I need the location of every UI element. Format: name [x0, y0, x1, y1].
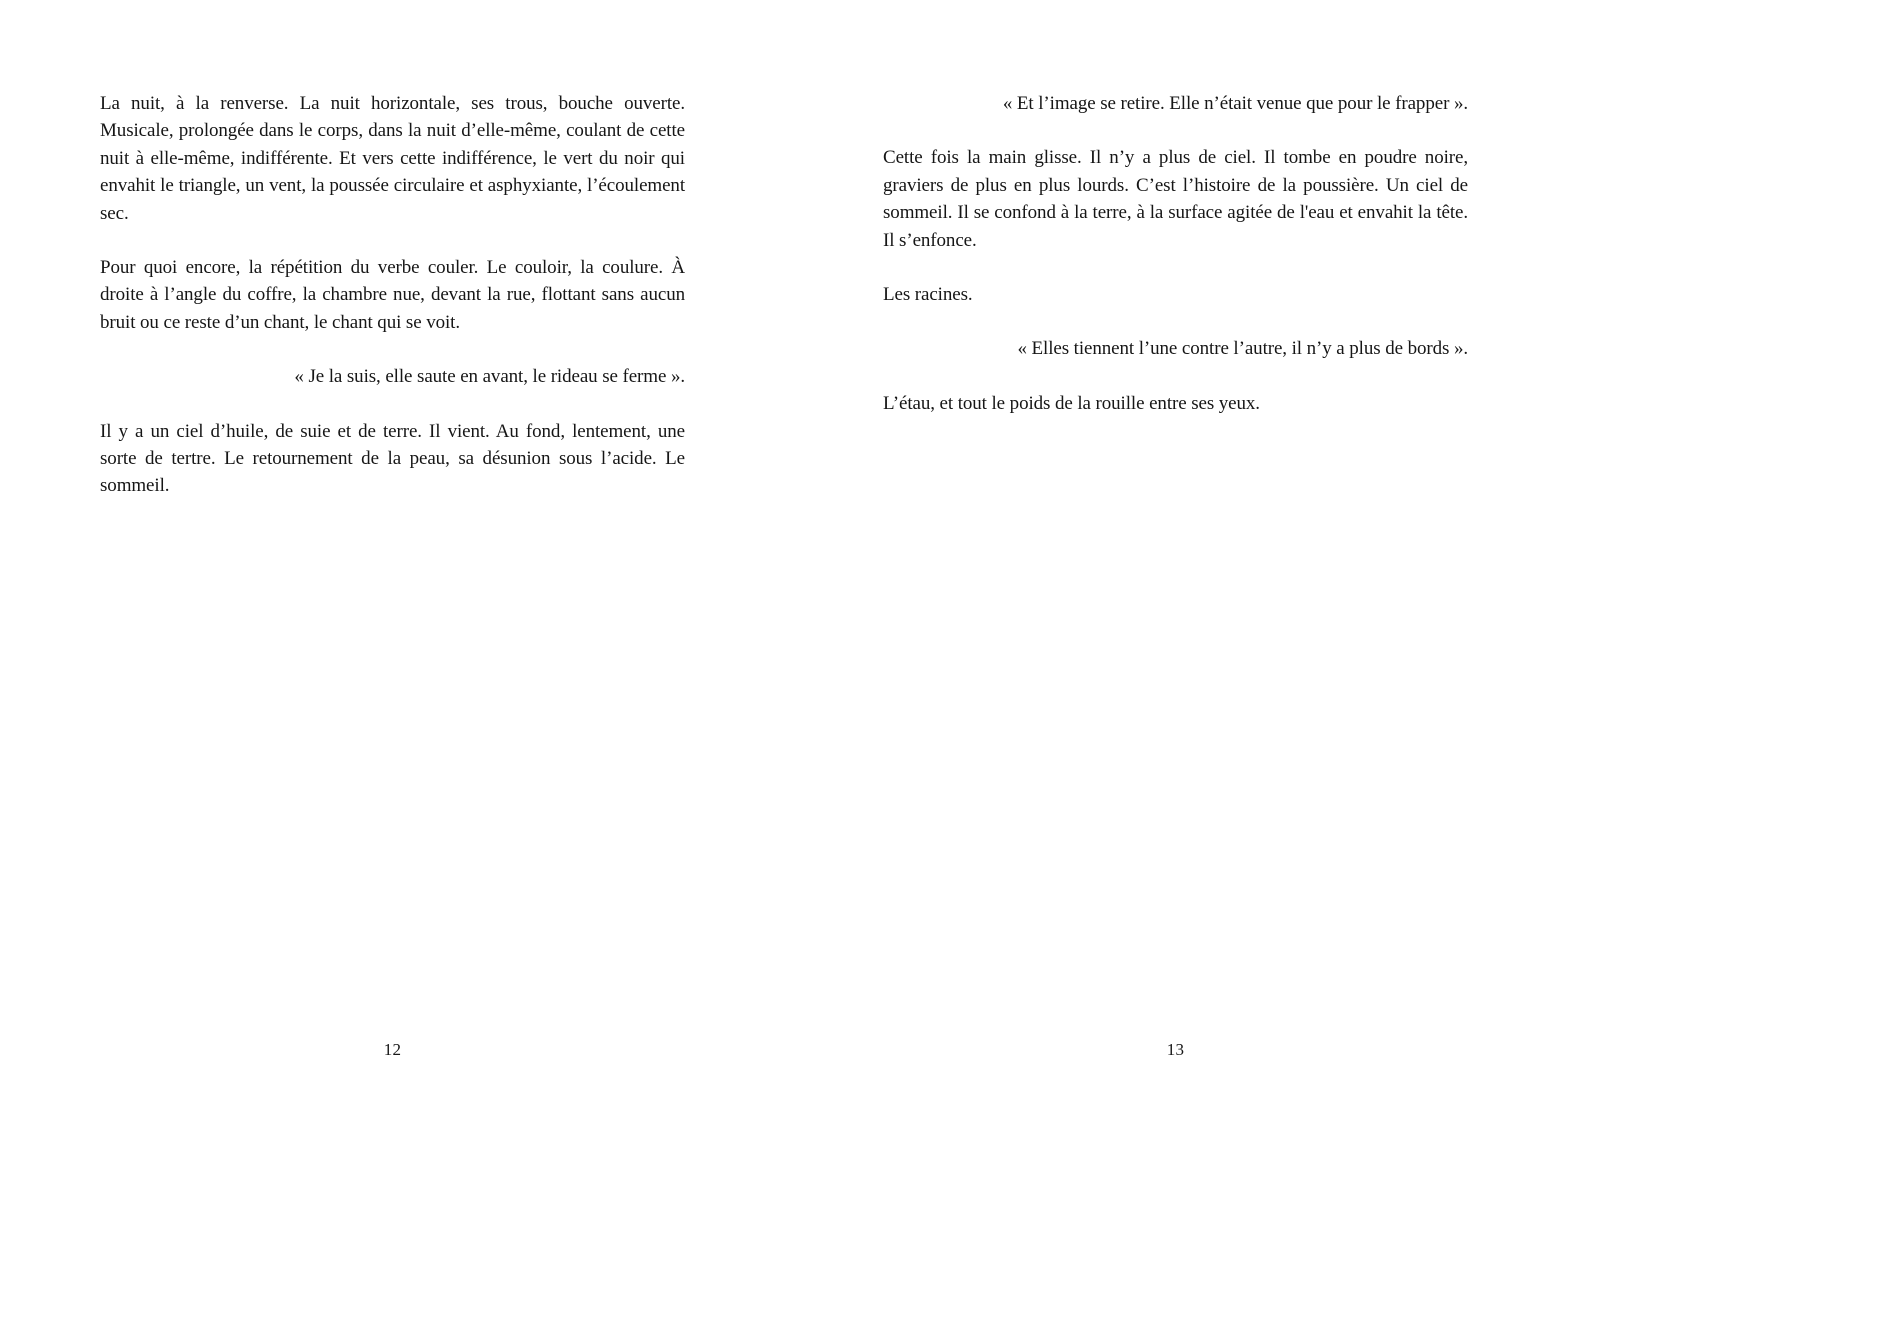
- paragraph: La nuit, à la renverse. La nuit horizontale, ses trous, bouche ouverte. Musicale, prolongée dans le corps, dans la nuit d’elle-même, coulant de cette nuit à elle-même, indifférente. Et vers cette indifférence, le vert du noir qui envahit le triangle, un vent, la poussée circulaire et asphyxiante, l’écoulement sec.: [100, 93, 685, 224]
- quote-line: « Je la suis, elle saute en avant, le rideau se ferme ».: [294, 366, 685, 388]
- page-number: 13: [1166, 1040, 1185, 1059]
- page-text-column: [883, 90, 1468, 417]
- page-number: 12: [383, 1040, 402, 1059]
- book-page-left: [100, 0, 685, 1339]
- paragraph: Les racines.: [883, 284, 973, 306]
- book-page-right: [883, 0, 1468, 1339]
- paragraph: Pour quoi encore, la répétition du verbe couler. Le couloir, la coulure. À droite à l’angle du coffre, la chambre nue, devant la rue, flottant sans aucun bruit ou ce reste d’un chant, le chant qui se voit.: [100, 257, 685, 333]
- quote-line: « Et l’image se retire. Elle n’était venue que pour le frapper ».: [1002, 93, 1468, 114]
- paragraph: Il y a un ciel d’huile, de suie et de terre. Il vient. Au fond, lentement, une sorte de tertre. Le retournement de la peau, sa désunion sous l’acide. Le sommeil.: [100, 420, 685, 497]
- quote-line: « Elles tiennent l’une contre l’autre, il n’y a plus de bords ».: [1017, 338, 1468, 360]
- page-text-column: [100, 90, 685, 500]
- paragraph: Cette fois la main glisse. Il n’y a plus de ciel. Il tombe en poudre noire, graviers de plus en plus lourds. C’est l’histoire de la poussière. Un ciel de sommeil. Il se confond à la terre, à la surface agitée de l'eau et envahit la tête. Il s’enfonce.: [883, 147, 1468, 251]
- paragraph: L’étau, et tout le poids de la rouille entre ses yeux.: [883, 392, 1260, 414]
